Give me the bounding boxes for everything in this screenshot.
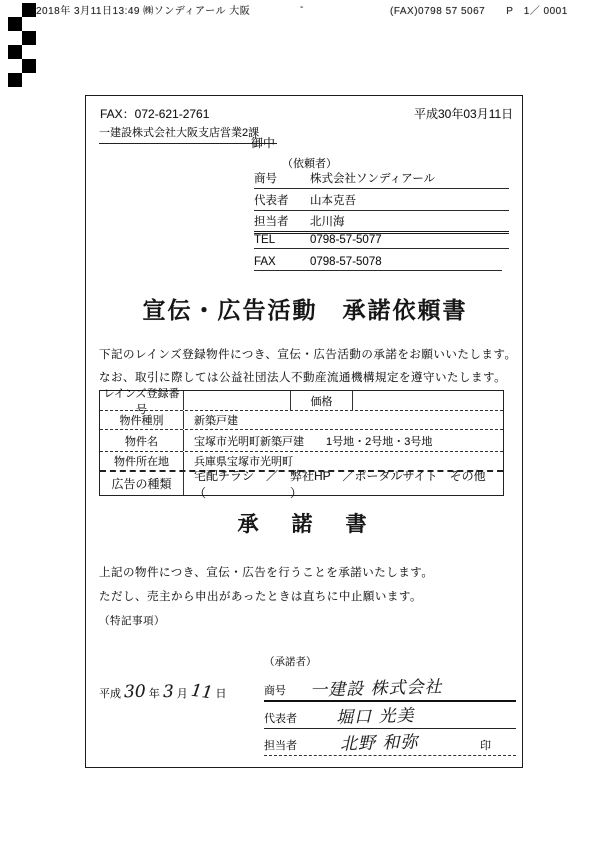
- row-label: 物件種別: [100, 411, 184, 429]
- fax-header-page-info: (FAX)0798 57 5067 P 1／ 0001: [390, 6, 568, 17]
- day-label: 日: [215, 688, 227, 700]
- era-label: 平成: [99, 688, 121, 700]
- fax-header-sender: 2018年 3月11日13:49 ㈱ソンディアール 大阪: [36, 6, 251, 17]
- recipient-line: [99, 124, 277, 150]
- field-label: 商号: [254, 173, 277, 185]
- consent-title: 承 諾 書: [237, 512, 373, 536]
- field-value: 北川海: [310, 216, 345, 228]
- fax-transmission-header: [0, 2, 613, 16]
- field-label: TEL: [254, 234, 276, 246]
- field-value: 0798-57-5078: [310, 256, 382, 268]
- consenter-field-shogo: [264, 668, 516, 702]
- field-value: 0798-57-5077: [310, 234, 382, 246]
- document-title: 宣伝・広告活動 承諾依頼書: [142, 298, 468, 323]
- table-row-property-type: [100, 411, 503, 430]
- consenter-field-tantosha: [264, 730, 516, 756]
- consent-line-1: 上記の物件につき、宣伝・広告を行うことを承諾いたします。: [99, 567, 434, 579]
- table-row-ad-type: [100, 468, 503, 500]
- row-label: 広告の種類: [100, 472, 184, 495]
- recipient-honorific: 御中: [251, 136, 276, 150]
- field-value: 山本克吾: [310, 195, 356, 207]
- special-notes-label: （特記事項）: [99, 615, 165, 627]
- reins-value: [184, 391, 291, 410]
- row-value: 宝塚市光明町新築戸建 1号地・2号地・3号地: [194, 435, 433, 448]
- row-value: 兵庫県宝塚市光明町: [194, 456, 293, 468]
- handwritten-year: 30: [123, 681, 146, 703]
- year-label: 年: [148, 688, 160, 700]
- intro-line-1: 下記のレインズ登録物件につき、宣伝・広告活動の承諾をお願いいたします。: [99, 349, 517, 361]
- recipient-fax-number: FAX：072-621-2761: [100, 107, 210, 121]
- field-label: 担当者: [264, 740, 297, 752]
- table-row-reins: [100, 387, 503, 416]
- consent-date-line: [99, 682, 226, 702]
- requester-section-label: （依頼者）: [282, 158, 337, 170]
- month-label: 月: [176, 688, 188, 700]
- row-value: 新築戸建: [194, 415, 238, 427]
- intro-line-2: なお、取引に際しては公益社団法人不動産流通機構規定を遵守いたします。: [99, 372, 507, 384]
- consenter-section-label: （承諾者）: [264, 656, 317, 668]
- consent-line-2: ただし、売主から申出があったときは直ちに中止願います。: [99, 591, 422, 603]
- row-label: 物件名: [100, 430, 184, 451]
- handwritten-month: 3: [162, 681, 174, 703]
- field-label: 代表者: [264, 713, 297, 725]
- field-value: 株式会社ソンディアール: [310, 173, 436, 185]
- field-label: 代表者: [254, 195, 289, 207]
- row-label: 物件所在地: [100, 452, 184, 470]
- field-label: 商号: [264, 685, 286, 697]
- field-label: FAX: [254, 256, 276, 268]
- row-value: 宅配チラシ ／ 弊社HP ／ポータルサイト その他（ ）: [194, 468, 486, 500]
- requester-field-daihyosha: [254, 192, 509, 211]
- field-label: 担当者: [254, 216, 289, 228]
- table-row-property-name: [100, 430, 503, 452]
- fax-header-dash: -: [300, 2, 304, 13]
- requester-field-tantosha: [254, 213, 509, 234]
- seal-label: 印: [480, 740, 491, 752]
- price-label: 価格: [291, 391, 353, 410]
- recipient-company: 一建設株式会社大阪支店営業2課: [99, 127, 260, 139]
- reins-label: レインズ登録番号: [100, 391, 184, 410]
- requester-field-fax: [254, 256, 502, 271]
- document-date: 平成30年03月11日: [414, 107, 514, 121]
- handwritten-staff: 北野 和弥: [339, 732, 419, 755]
- document-frame: [85, 95, 523, 768]
- handwritten-day: 11: [189, 680, 214, 704]
- handwritten-company: 一建設 株式会社: [309, 677, 443, 701]
- property-table: [99, 387, 504, 500]
- requester-field-tel: [254, 234, 509, 249]
- handwritten-representative: 堀口 光美: [335, 705, 415, 729]
- requester-field-shogo: [254, 170, 509, 189]
- checkerboard-scan-artifact: [8, 3, 36, 87]
